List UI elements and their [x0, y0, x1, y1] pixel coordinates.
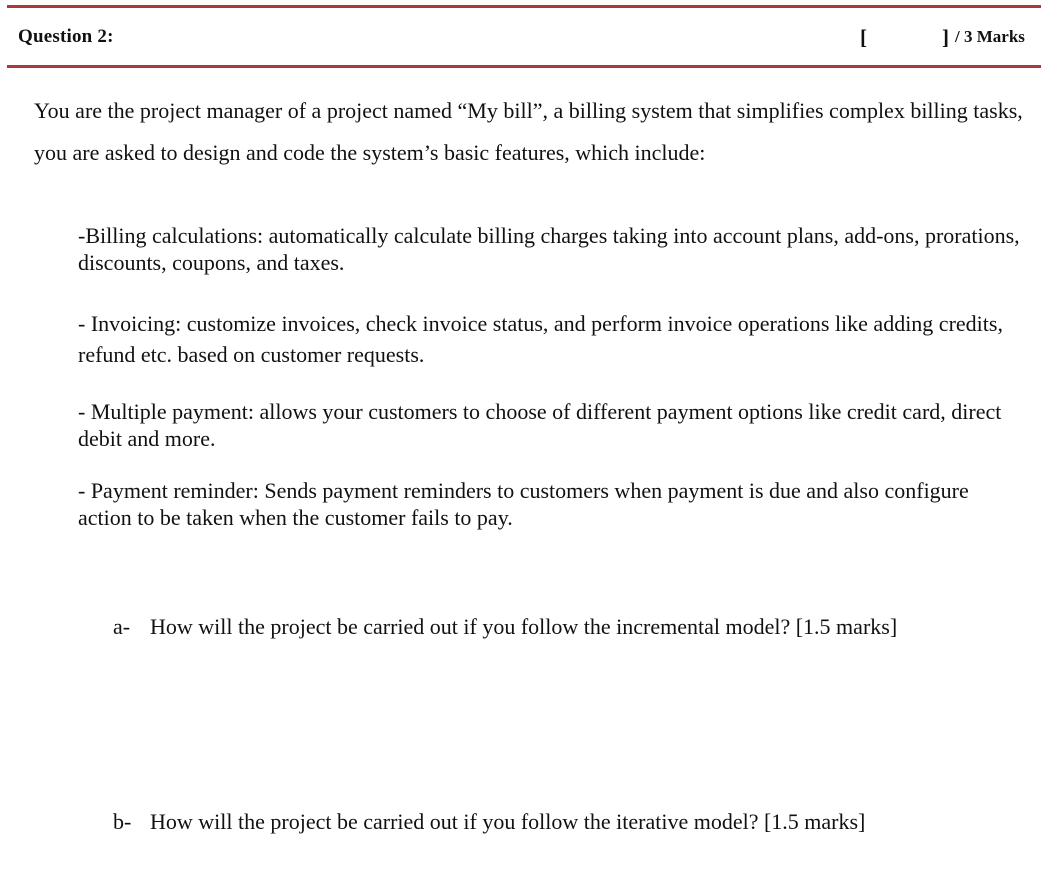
question-a-text: How will the project be carried out if you follow the incremental model? [1.5 marks] [150, 614, 898, 639]
question-b-text: How will the project be carried out if you follow the iterative model? [1.5 marks] [150, 809, 866, 834]
question-a-label: a- [113, 614, 131, 639]
feature-billing-calculations: -Billing calculations: automatically calculate billing charges taking into account plans, add-ons, prorations, discounts, coupons, and taxes. [78, 223, 1020, 275]
feature-invoicing: - Invoicing: customize invoices, check invoice status, and perform invoice operations like adding credits, refund etc. based on customer requests. [78, 311, 1003, 367]
question-b [113, 808, 865, 835]
header-top-rule [7, 5, 1041, 8]
question-b-label: b- [113, 809, 132, 834]
intro-paragraph: You are the project manager of a project named “My bill”, a billing system that simplifies complex billing tasks, you are asked to design and code the system’s basic features, which include: [34, 98, 1023, 165]
feature-payment-reminder: - Payment reminder: Sends payment reminders to customers when payment is due and also configure action to be taken when the customer fails to pay. [78, 478, 969, 530]
header-bottom-rule [7, 65, 1041, 68]
question-a [113, 613, 897, 640]
feature-multiple-payment: - Multiple payment: allows your customers to choose of different payment options like credit card, direct debit and more. [78, 399, 1002, 451]
marks-close-bracket: ] [942, 25, 949, 49]
marks-total: / 3 Marks [955, 27, 1025, 46]
question-label: Question 2: [18, 26, 114, 47]
marks-open-bracket: [ [860, 25, 867, 49]
